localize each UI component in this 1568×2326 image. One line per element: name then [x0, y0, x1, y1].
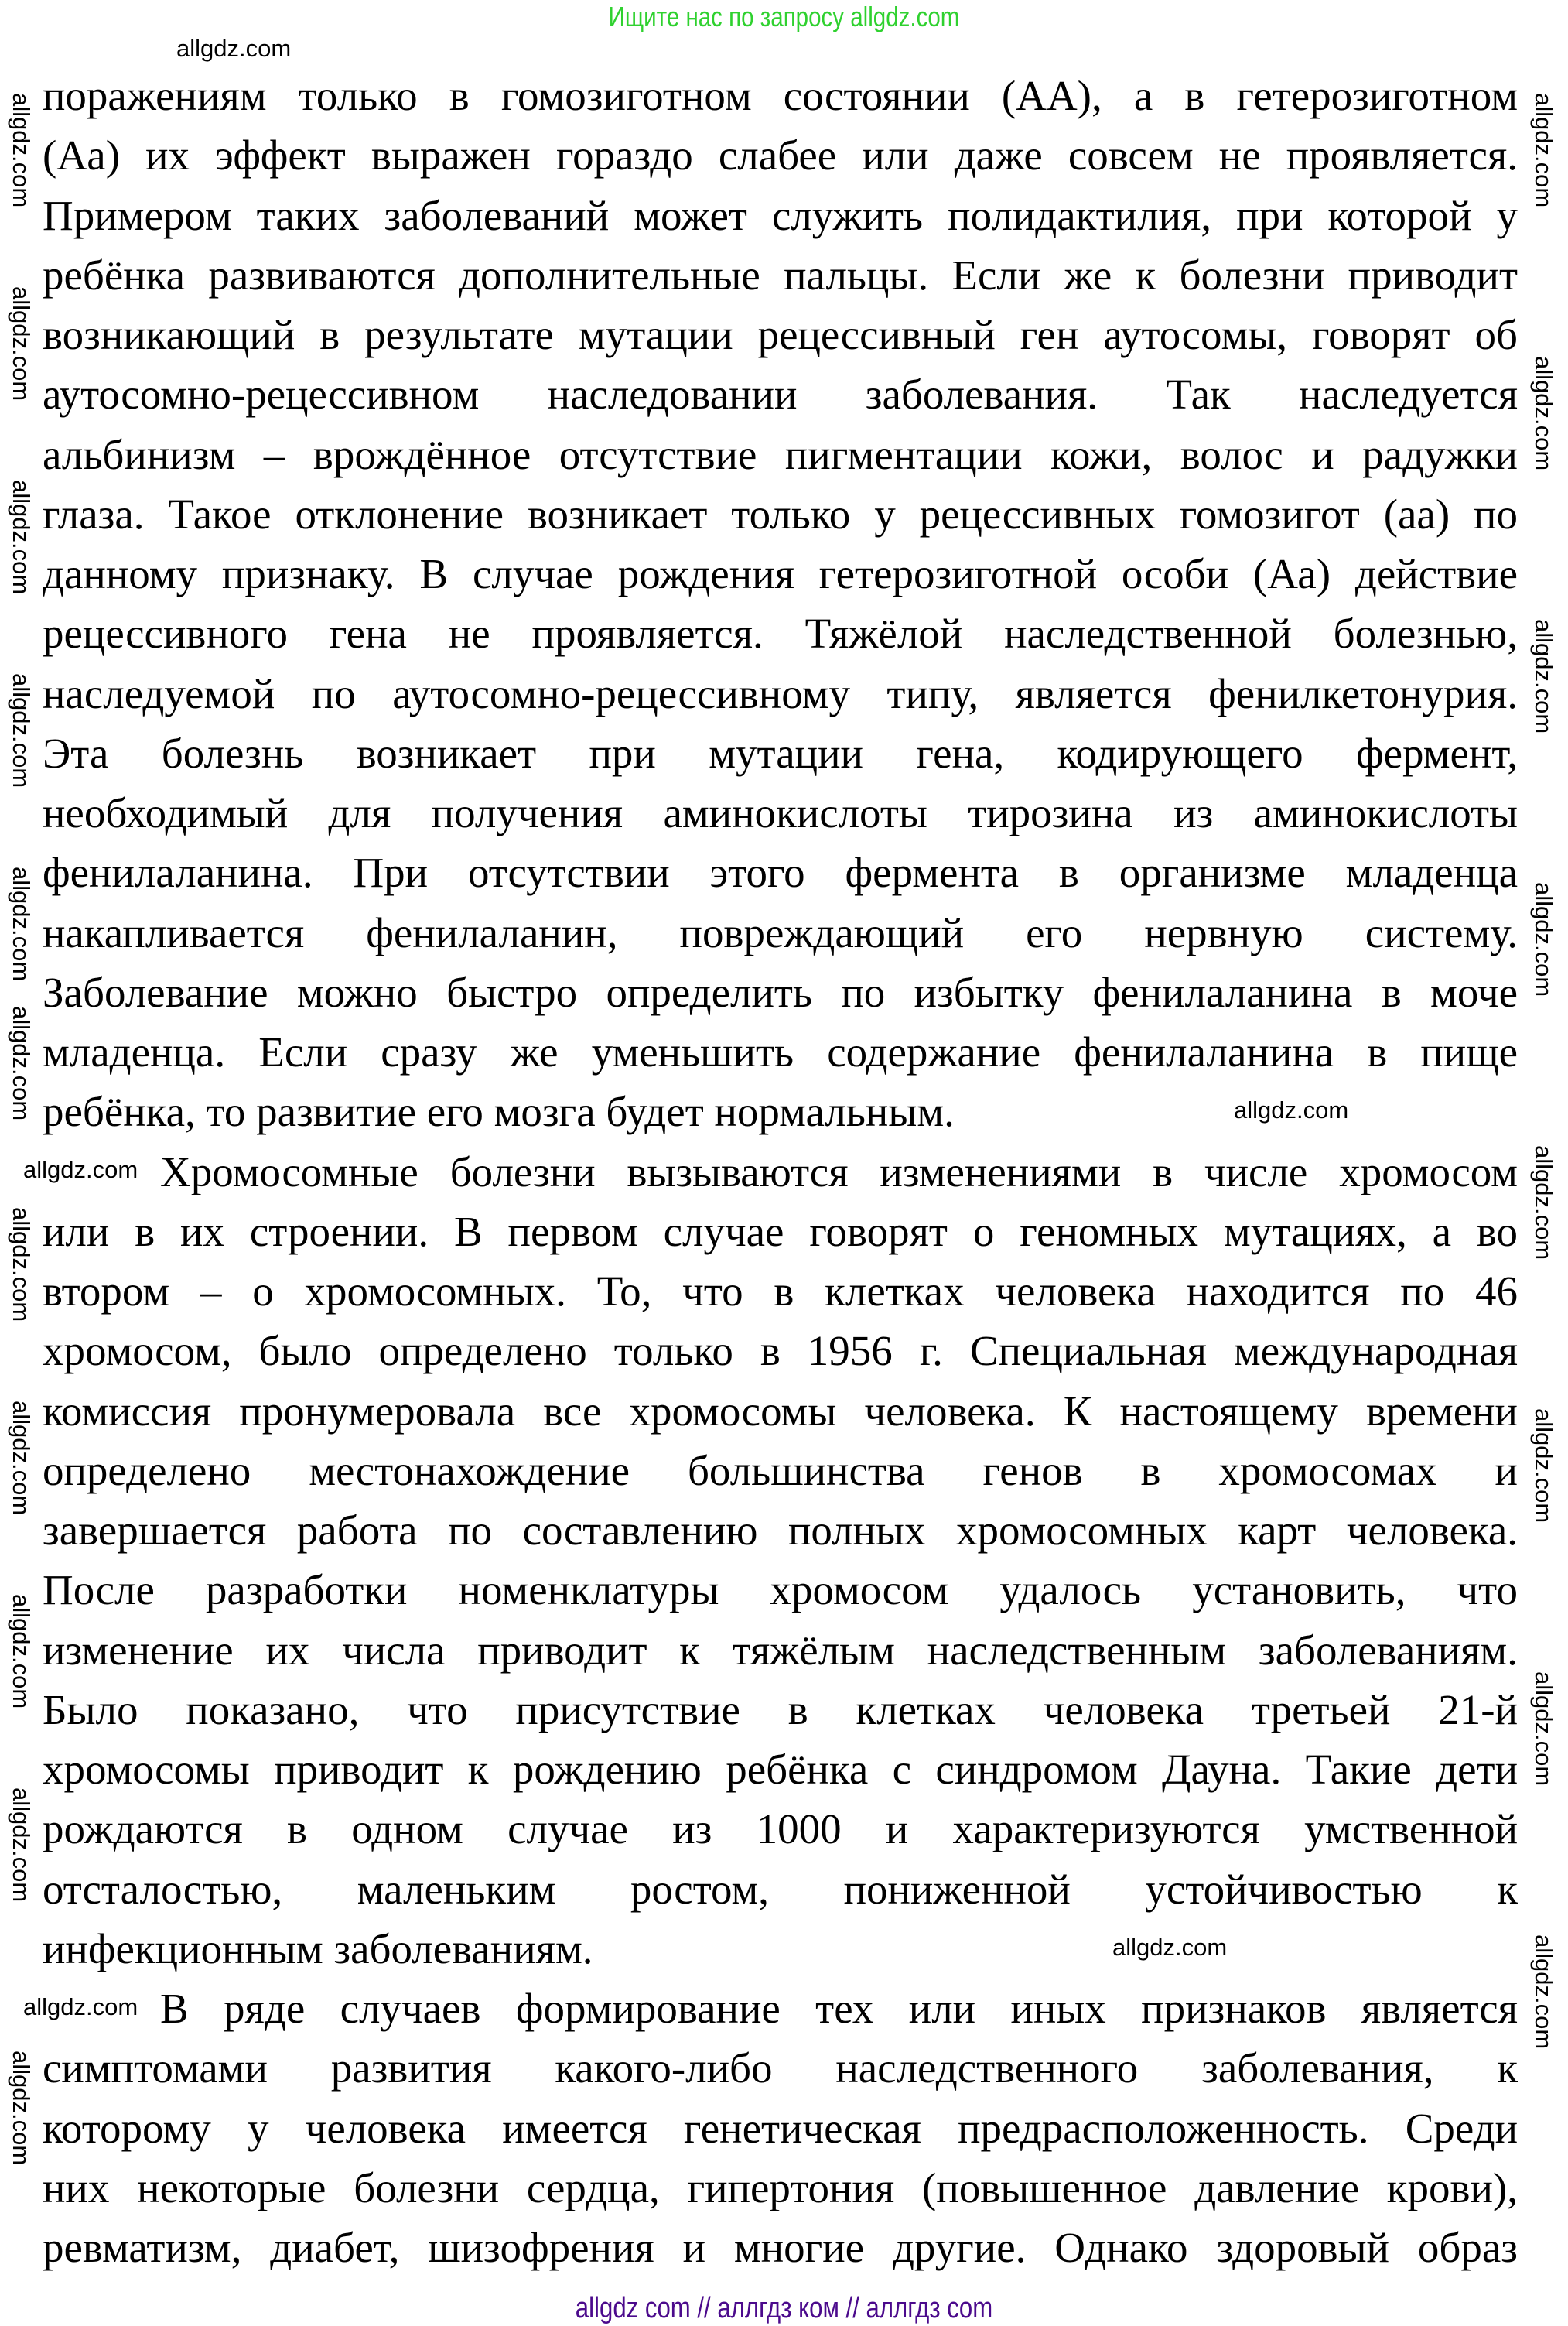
watermark-text: allgdz.com — [8, 1401, 35, 1516]
text-line: После разработки номенклатуры хромосом удалось установить, что — [43, 1566, 1518, 1614]
site-banner: Ищите нас по запросу allgdz.com — [608, 1, 960, 32]
text-line: поражениям только в гомозиготном состоянии (АА), а в гетерозиготном — [43, 72, 1518, 119]
text-line: комиссия пронумеровала все хромосомы человека. К настоящему времени — [43, 1387, 1518, 1435]
text-line: отсталостью, маленьким ростом, пониженной устойчивостью к — [43, 1865, 1518, 1913]
text-line: возникающий в результате мутации рецессивный ген аутосомы, говорят об — [43, 311, 1518, 358]
text-line: Хромосомные болезни вызываются изменениями в числе хромосом — [160, 1148, 1518, 1195]
text-line: глаза. Такое отклонение возникает только у рецессивных гомозигот (аа) по — [43, 490, 1518, 538]
text-line: (Аа) их эффект выражен гораздо слабее или даже совсем не проявляется. — [43, 132, 1518, 180]
text-line: или в их строении. В первом случае говорят о геномных мутациях, а во — [43, 1207, 1518, 1255]
text-line: необходимый для получения аминокислоты тирозина из аминокислоты — [43, 789, 1518, 836]
text-line: рецессивного гена не проявляется. Тяжёлой наследственной болезнью, — [43, 610, 1518, 658]
text-line: младенца. Если сразу же уменьшить содержание фенилаланина в пище — [43, 1028, 1518, 1076]
document-body — [43, 66, 1518, 2277]
watermark-text: allgdz.com — [1530, 619, 1557, 734]
watermark-text: allgdz.com — [8, 286, 35, 402]
text-line: симптомами развития какого-либо наследственного заболевания, к — [43, 2044, 1518, 2092]
watermark-text: allgdz.com — [8, 673, 35, 788]
watermark-text: allgdz.com — [1530, 1145, 1557, 1260]
text-line: ребёнка, то развитие его мозга будет нормальным. — [43, 1088, 955, 1136]
text-line: данному признаку. В случае рождения гетерозиготной особи (Аа) действие — [43, 550, 1518, 597]
watermark-text: allgdz.com — [23, 1156, 138, 1183]
text-line: инфекционным заболеваниям. — [43, 1924, 593, 1972]
watermark-text: allgdz.com — [1530, 93, 1557, 208]
text-line: завершается работа по составлению полных хромосомных карт человека. — [43, 1507, 1518, 1554]
text-line: Было показано, что присутствие в клетках человека третьей 21-й — [43, 1685, 1518, 1733]
watermark-text: allgdz.com — [8, 2051, 35, 2166]
watermark-text: allgdz.com — [1530, 1934, 1557, 2050]
text-line: Примером таких заболеваний может служить полидактилия, при которой у — [43, 191, 1518, 239]
watermark-text: allgdz.com — [8, 1594, 35, 1709]
text-line: наследуемой по аутосомно-рецессивному типу, является фенилкетонурия. — [43, 669, 1518, 717]
watermark-text: allgdz.com — [1530, 882, 1557, 997]
watermark-text: allgdz.com — [8, 480, 35, 595]
watermark-text: allgdz.com — [1530, 356, 1557, 471]
watermark-text: allgdz.com — [8, 1006, 35, 1121]
text-line: фенилаланина. При отсутствии этого фермента в организме младенца — [43, 849, 1518, 897]
watermark-text: allgdz.com — [1112, 1934, 1228, 1961]
watermark-text: allgdz.com — [1530, 1671, 1557, 1787]
watermark-text: allgdz.com — [8, 867, 35, 982]
text-line: Заболевание можно быстро определить по избытку фенилаланина в моче — [43, 968, 1518, 1016]
text-line: изменение их числа приводит к тяжёлым наследственным заболеваниям. — [43, 1626, 1518, 1674]
text-line: аутосомно-рецессивном наследовании заболевания. Так наследуется — [43, 371, 1518, 419]
text-line: Эта болезнь возникает при мутации гена, кодирующего фермент, — [43, 729, 1518, 777]
text-line: рождаются в одном случае из 1000 и характеризуются умственной — [43, 1805, 1518, 1853]
text-line: хромосомы приводит к рождению ребёнка с синдромом Дауна. Такие дети — [43, 1746, 1518, 1793]
watermark-text: allgdz.com — [1530, 1408, 1557, 1524]
watermark-text: allgdz.com — [8, 93, 35, 208]
text-line: ревматизм, диабет, шизофрения и многие другие. Однако здоровый образ — [43, 2224, 1518, 2271]
text-line: которому у человека имеется генетическая предрасположенность. Среди — [43, 2104, 1518, 2152]
watermark-text: allgdz.com — [8, 1207, 35, 1322]
watermark-text: allgdz.com — [176, 35, 292, 62]
watermark-text: allgdz.com — [23, 1993, 138, 2020]
text-line: ребёнка развиваются дополнительные пальцы. Если же к болезни приводит — [43, 251, 1518, 299]
text-line: определено местонахождение большинства генов в хромосомах и — [43, 1446, 1518, 1494]
text-line: втором – о хромосомных. То, что в клетках человека находится по 46 — [43, 1267, 1518, 1315]
watermark-text: allgdz.com — [1234, 1096, 1349, 1124]
text-line: альбинизм – врождённое отсутствие пигментации кожи, волос и радужки — [43, 430, 1518, 478]
text-line: хромосом, было определено только в 1956 г. Специальная международная — [43, 1327, 1518, 1375]
watermark-text: allgdz.com — [8, 1787, 35, 1903]
text-line: накапливается фенилаланин, повреждающий его нервную систему. — [43, 908, 1518, 956]
text-line: них некоторые болезни сердца, гипертония (повышенное давление крови), — [43, 2164, 1518, 2211]
text-line: В ряде случаев формирование тех или иных признаков является — [160, 1985, 1518, 2032]
site-footer: allgdz com // аллгдз ком // аллгдз com — [575, 2292, 993, 2324]
